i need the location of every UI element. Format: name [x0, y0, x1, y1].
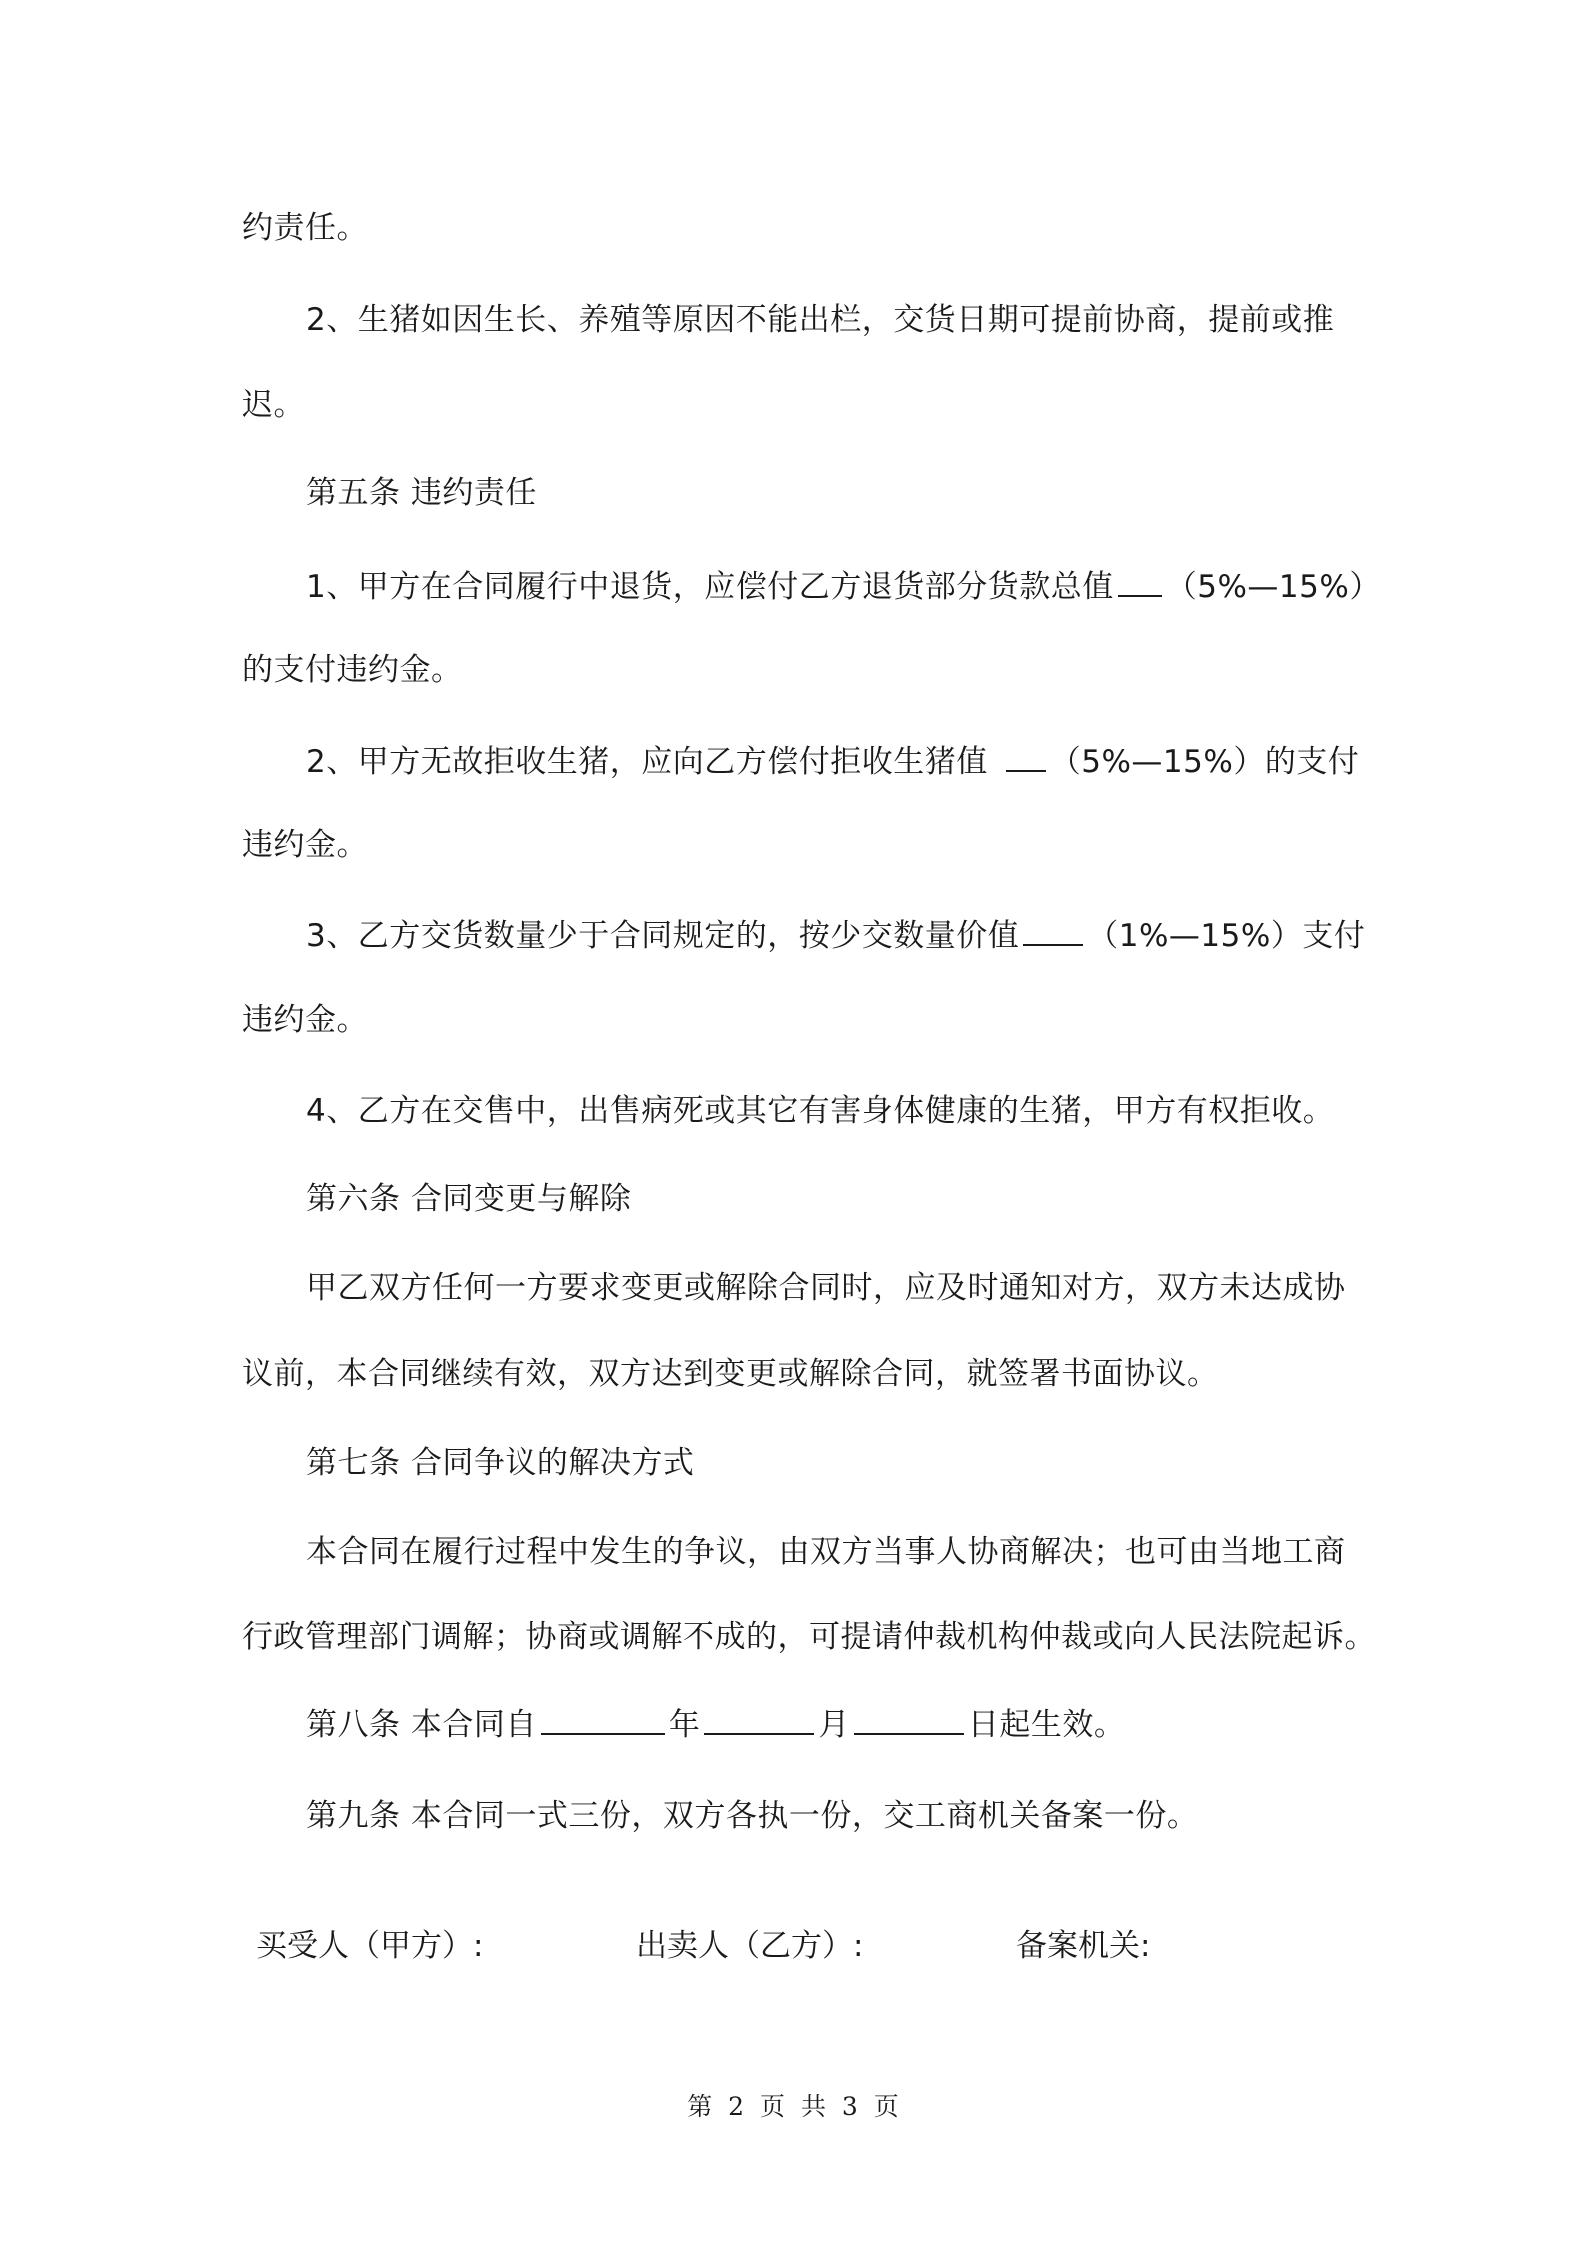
section-heading: 第七条 合同争议的解决方式 [306, 1445, 695, 1481]
paragraph-line: 迟。 [242, 387, 305, 423]
line-text: 3、乙方交货数量少于合同规定的，按少交数量价值 [306, 918, 1020, 954]
seller-signature-label: 出卖人（乙方）: [636, 1928, 864, 1964]
line-text: （1%—15%）支付 [1087, 918, 1366, 954]
paragraph-line [306, 565, 1381, 609]
paragraph-line: 行政管理部门调解；协商或调解不成的，可提请仲裁机构仲裁或向人民法院起诉。 [242, 1619, 1376, 1655]
fill-blank [854, 1703, 964, 1735]
line-text: （5%—15%） [1165, 569, 1381, 605]
paragraph-line: 甲乙双方任何一方要求变更或解除合同时，应及时通知对方，双方未达成协 [306, 1270, 1346, 1306]
fill-blank [1006, 740, 1046, 772]
line-text: （5%—15%）的支付 [1049, 744, 1360, 780]
paragraph-line: 2、生猪如因生长、养殖等原因不能出栏，交货日期可提前协商，提前或推 [306, 302, 1335, 338]
buyer-signature-label: 买受人（甲方）: [256, 1928, 484, 1964]
paragraph-line: 约责任。 [242, 210, 368, 246]
paragraph-line: 第九条 本合同一式三份，双方各执一份，交工商机关备案一份。 [306, 1798, 1199, 1834]
section-heading: 第六条 合同变更与解除 [306, 1181, 632, 1217]
page-number: 第 2 页 共 3 页 [687, 2092, 899, 2121]
fill-blank [541, 1703, 665, 1735]
paragraph-line: 的支付违约金。 [242, 652, 463, 688]
line-text: 第八条 本合同自 [306, 1707, 537, 1743]
line-text: 日起生效。 [967, 1707, 1126, 1743]
paragraph-line [306, 914, 1365, 958]
paragraph-line: 议前，本合同继续有效，双方达到变更或解除合同，就签署书面协议。 [242, 1356, 1219, 1392]
paragraph-line: 4、乙方在交售中，出售病死或其它有害身体健康的生猪，甲方有权拒收。 [306, 1093, 1335, 1129]
paragraph-line: 本合同在履行过程中发生的争议，由双方当事人协商解决；也可由当地工商 [306, 1534, 1346, 1570]
section-heading: 第五条 违约责任 [306, 475, 537, 511]
line-text: 2、甲方无故拒收生猪，应向乙方偿付拒收生猪值 [306, 744, 988, 780]
filing-authority-label: 备案机关: [1016, 1928, 1151, 1964]
line-text: 月 [818, 1707, 850, 1743]
line-text: 年 [668, 1707, 701, 1743]
paragraph-line [306, 1703, 1125, 1747]
fill-blank [1118, 565, 1162, 597]
paragraph-line: 违约金。 [242, 1002, 368, 1038]
paragraph-line [306, 740, 1359, 784]
line-text: 1、甲方在合同履行中退货，应偿付乙方退货部分货款总值 [306, 569, 1114, 605]
fill-blank [704, 1703, 814, 1735]
fill-blank [1023, 914, 1083, 946]
paragraph-line: 违约金。 [242, 827, 368, 863]
